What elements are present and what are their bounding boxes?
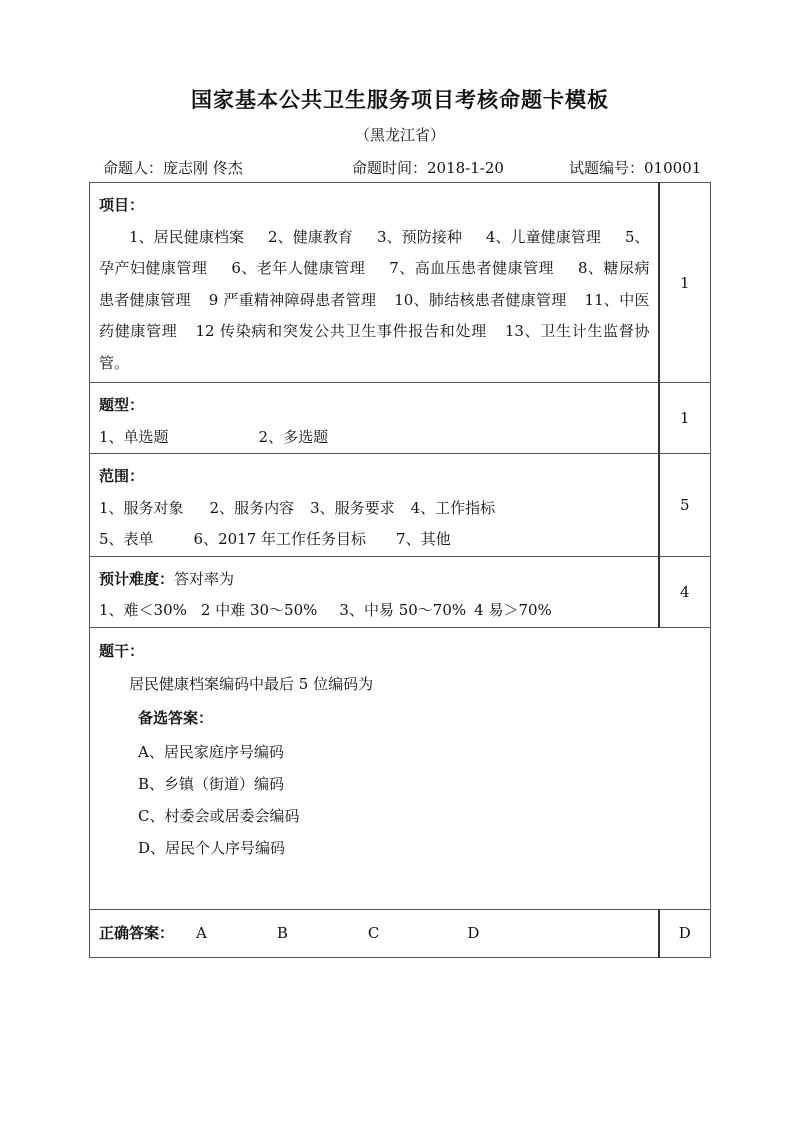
scope-option: 7、其他 [396,530,451,548]
stem-cell [90,627,711,909]
difficulty-desc: 答对率为 [174,569,235,588]
correct-row [90,909,711,957]
correct-option-d: D [467,923,480,942]
question-card-table [89,182,711,958]
project-item: 3、预防接种 [376,227,462,246]
stem-row [90,627,711,909]
scope-option: 3、服务要求 [310,498,395,517]
project-item: 12 传染病和突发公共卫生事件报告和处理 [195,322,487,340]
difficulty-row [90,556,711,627]
scope-option: 4、工作指标 [410,498,496,517]
question-code-field: 试题编号：010001 [569,159,702,177]
type-cell [90,383,659,454]
correct-option-a: A [196,923,207,942]
type-option: 1、单选题 [99,427,169,446]
province-subtitle: （黑龙江省） [354,126,445,144]
difficulty-level: 2 中难 30～50% [200,601,318,619]
project-item: 5、孕产妇健康管理 [99,227,650,277]
project-score: 1 [659,183,711,383]
correct-label: 正确答案： [99,923,175,942]
difficulty-cell [90,556,659,627]
scope-option: 6、2017 年工作任务目标 [193,530,367,548]
project-item: 9 严重精神障碍患者管理 [208,290,377,309]
scope-option: 1、服务对象 [99,498,184,517]
scope-score: 5 [659,454,711,557]
project-item: 1、居民健康档案 [129,227,245,246]
scope-row [90,454,711,557]
project-item: 4、儿童健康管理 [485,227,601,246]
project-item: 2、健康教育 [268,227,353,246]
page-title: 国家基本公共卫生服务项目考核命题卡模板 [191,87,609,112]
answer-list [99,702,702,864]
date-field: 命题时间：2018-1-20 [352,159,504,177]
correct-cell [90,909,659,957]
answer-option-b: B、乡镇（街道）编码 [138,774,285,793]
project-row [90,183,711,383]
answer-option-d: D、居民个人序号编码 [138,838,286,857]
correct-option-b: B [276,923,288,942]
author-field: 命题人：庞志刚 佟杰 [103,159,243,177]
correct-answer-value: D [659,909,711,957]
scope-label: 范围： [99,467,145,485]
scope-cell [90,454,659,557]
correct-option-c: C [367,923,380,942]
project-item: 6、老年人健康管理 [231,259,366,277]
project-items [99,222,650,380]
answers-label: 备选答案： [138,708,214,727]
project-label: 项目： [99,196,145,214]
type-row [90,383,711,454]
answer-option-a: A、居民家庭序号编码 [138,742,284,761]
project-item: 13、卫生计生监督协管。 [99,322,650,372]
difficulty-level: 1、难＜30% [99,601,187,619]
difficulty-level: 4 易＞70% [474,601,552,619]
difficulty-label: 预计难度： [99,569,175,588]
project-item: 10、肺结核患者健康管理 [394,290,567,309]
project-item: 7、高血压患者健康管理 [389,259,555,277]
project-cell [90,183,659,383]
project-item: 11、中医药健康管理 [99,290,650,340]
scope-option: 2、服务内容 [209,498,295,517]
stem-label: 题干： [99,641,145,660]
difficulty-level: 3、中易 50～70% [339,601,467,619]
type-option: 2、多选题 [258,427,329,446]
stem-question: 居民健康档案编码中最后 5 位编码为 [129,674,374,693]
scope-option: 5、表单 [99,530,154,548]
answer-option-c: C、村委会或居委会编码 [138,806,300,825]
difficulty-score: 4 [659,556,711,627]
type-score: 1 [659,383,711,454]
project-item: 8、糖尿病患者健康管理 [99,259,650,309]
type-label: 题型： [99,396,145,414]
